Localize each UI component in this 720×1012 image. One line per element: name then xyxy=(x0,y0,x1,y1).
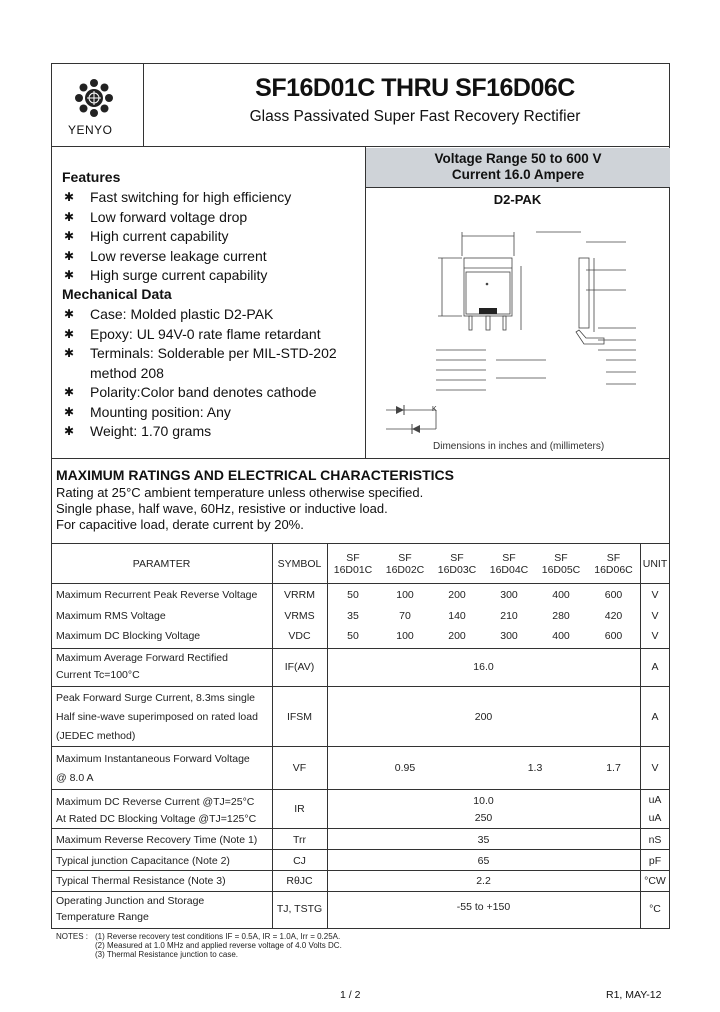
brand-name: YENYO xyxy=(68,123,113,137)
col-part: SF 16D05C xyxy=(541,552,581,576)
page-number: 1 / 2 xyxy=(340,989,361,1001)
package-name: D2-PAK xyxy=(493,192,542,207)
list-item: ✱ Terminals: Solderable per MIL-STD-202 xyxy=(0,344,360,364)
note-3: (3) Thermal Resistance junction to case. xyxy=(95,950,239,959)
ratings-line: Rating at 25°C ambient temperature unless otherwise specified. xyxy=(56,485,424,500)
asterisk-icon: ✱ xyxy=(64,248,75,263)
features-list xyxy=(0,188,360,286)
asterisk-icon: ✱ xyxy=(64,209,75,224)
mechanical-list xyxy=(0,305,360,442)
list-item: ✱ Case: Molded plastic D2-PAK xyxy=(0,305,360,325)
notes-label: NOTES : xyxy=(56,932,89,941)
ratings-rule xyxy=(51,458,670,459)
page-subtitle: Glass Passivated Super Fast Recovery Rectifier xyxy=(249,108,581,125)
list-item: ✱ Low forward voltage drop xyxy=(0,208,360,228)
pin-k-label: K xyxy=(432,406,437,413)
list-item: ✱ High current capability xyxy=(0,227,360,247)
revision: R1, MAY-12 xyxy=(606,989,662,1001)
ratings-line: Single phase, half wave, 60Hz, resistive or inductive load. xyxy=(56,501,388,516)
list-item: ✱ High surge current capability xyxy=(0,266,360,286)
asterisk-icon: ✱ xyxy=(64,326,75,341)
features-heading: Features xyxy=(62,169,121,185)
voltage-range: Voltage Range 50 to 600 V xyxy=(434,151,602,166)
asterisk-icon: ✱ xyxy=(64,424,75,438)
col-symbol: SYMBOL xyxy=(277,558,322,570)
asterisk-icon: ✱ xyxy=(64,404,75,419)
list-item: ✱ Mounting position: Any xyxy=(0,403,360,423)
yenyo-logo-icon xyxy=(72,76,116,120)
list-item: ✱ Polarity:Color band denotes cathode xyxy=(0,383,360,403)
ratings-heading: MAXIMUM RATINGS AND ELECTRICAL CHARACTERISTICS xyxy=(56,467,454,483)
list-item: ✱ Fast switching for high efficiency xyxy=(0,188,360,208)
header-divider xyxy=(143,63,144,146)
dimensions-note: Dimensions in inches and (millimeters) xyxy=(433,441,605,452)
col-part: SF 16D04C xyxy=(489,552,529,576)
asterisk-icon: ✱ xyxy=(64,190,75,204)
col-part: SF 16D02C xyxy=(385,552,425,576)
list-item: method 208 xyxy=(90,364,164,381)
col-part: SF 16D03C xyxy=(437,552,477,576)
asterisk-icon: ✱ xyxy=(64,229,75,243)
list-item: ✱ Weight: 1.70 grams xyxy=(0,422,360,442)
note-1: (1) Reverse recovery test conditions IF = 0.5A, IR = 1.0A, Irr = 0.25A. xyxy=(95,932,341,941)
asterisk-icon: ✱ xyxy=(64,268,75,282)
current-rating: Current 16.0 Ampere xyxy=(451,167,585,182)
mechanical-heading: Mechanical Data xyxy=(62,286,172,302)
d2pak-outline-drawing xyxy=(376,210,666,440)
asterisk-icon: ✱ xyxy=(64,385,75,399)
list-item: ✱ Epoxy: UL 94V-0 rate flame retardant xyxy=(0,325,360,345)
asterisk-icon: ✱ xyxy=(64,346,75,360)
voltage-current-box xyxy=(365,148,670,188)
header-rule xyxy=(51,146,670,147)
page-title: SF16D01C THRU SF16D06C xyxy=(255,74,575,102)
col-param: PARAMTER xyxy=(132,558,191,570)
asterisk-icon: ✱ xyxy=(64,307,75,321)
list-item: ✱ Low reverse leakage current xyxy=(0,247,360,267)
note-2: (2) Measured at 1.0 MHz and applied reverse voltage of 4.0 Volts DC. xyxy=(95,941,342,950)
col-part: SF 16D01C xyxy=(333,552,373,576)
col-unit: UNIT xyxy=(642,558,668,570)
col-part: SF 16D06C xyxy=(594,552,633,576)
ratings-line: For capacitive load, derate current by 20%. xyxy=(56,517,304,532)
